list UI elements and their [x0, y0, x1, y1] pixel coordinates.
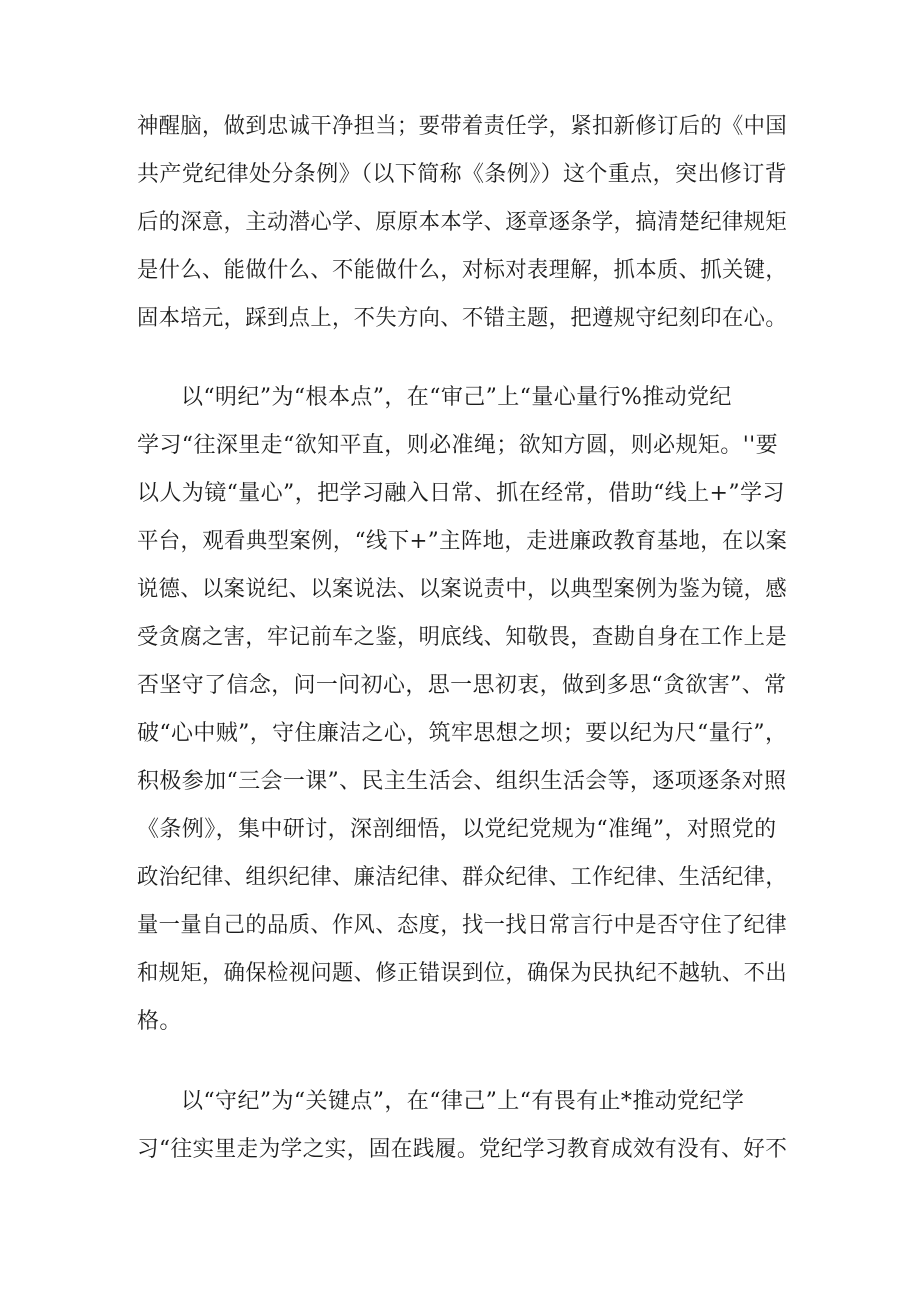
paragraph-line: 破“心中贼”，守住廉洁之心，筑牢思想之坝；要以纪为尺“量行”， — [137, 721, 788, 746]
paragraph-line: 《条例》，集中研讨，深剖细悟，以党纪党规为“准绳”，对照党的 — [137, 817, 777, 842]
paragraph-line: 平台，观看典型案例，“线下+”主阵地，走进廉政教育基地，在以案 — [137, 529, 788, 554]
paragraph-line: 否坚守了信念，问一问初心，思一思初衷，做到多思“贪欲害”、常 — [137, 673, 787, 698]
paragraph-line: 学习“往深里走“欲知平直，则必准绳；欲知方圆，则必规矩。''要 — [137, 433, 778, 458]
paragraph-line: 格。 — [137, 1009, 182, 1034]
paragraph-line: 共产党纪律处分条例》（以下简称《条例》）这个重点，突出修订背 — [137, 162, 788, 187]
paragraph-line: 和规矩，确保检视问题、修正错误到位，确保为民执纪不越轨、不出 — [137, 961, 788, 986]
paragraph-line: 说德、以案说纪、以案说法、以案说责中，以典型案例为鉴为镜，感 — [137, 577, 788, 602]
paragraph-line: 以“明纪”为“根本点”，在“审己”上“量心量行%推动党纪 — [181, 385, 732, 410]
paragraph-line: 政治纪律、组织纪律、廉洁纪律、群众纪律、工作纪律、生活纪律， — [137, 865, 788, 890]
paragraph-line: 受贪腐之害，牢记前车之鉴，明底线、知敬畏，查勘自身在工作上是 — [137, 625, 788, 650]
paragraph-line: 习“往实里走为学之实，固在践履。党纪学习教育成效有没有、好不 — [137, 1137, 788, 1162]
paragraph-line: 是什么、能做什么、不能做什么，对标对表理解，抓本质、抓关键， — [137, 258, 788, 283]
paragraph-line: 后的深意，主动潜心学、原原本本学、逐章逐条学，搞清楚纪律规矩 — [137, 210, 788, 235]
paragraph-line: 神醒脑，做到忠诚干净担当；要带着责任学，紧扣新修订后的《中国 — [137, 114, 788, 139]
paragraph-line: 积极参加“三会一课”、民主生活会、组织生活会等，逐项逐条对照 — [137, 769, 787, 794]
paragraph-line: 以人为镜“量心”，把学习融入日常、抓在经常，借助“线上+”学习 — [137, 481, 785, 506]
paragraph-line: 量一量自己的品质、作风、态度，找一找日常言行中是否守住了纪律 — [137, 913, 788, 938]
body-text — [137, 0, 787, 1301]
paragraph-line: 以“守纪”为“关键点”，在“律己”上“有畏有止*推动党纪学 — [181, 1089, 745, 1114]
paragraph-line: 固本培元，踩到点上，不失方向、不错主题，把遵规守纪刻印在心。 — [137, 306, 788, 331]
